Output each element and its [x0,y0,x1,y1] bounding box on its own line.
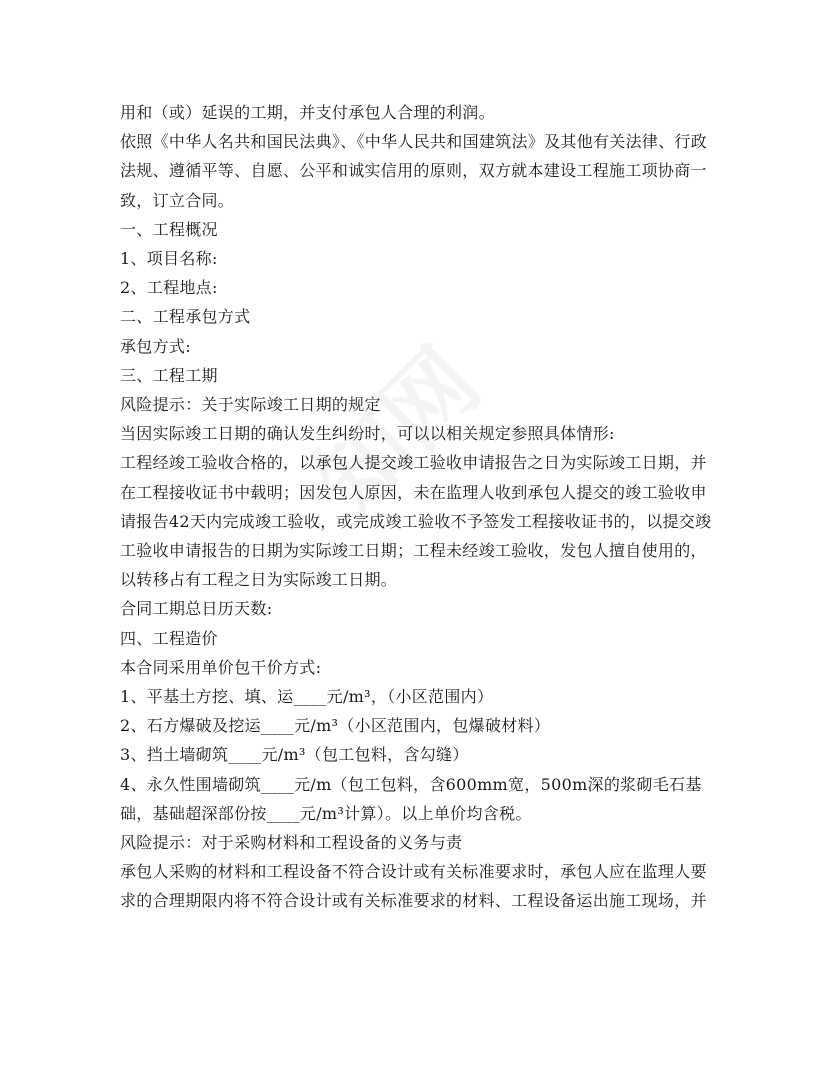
price-item: 2、石方爆破及挖运____元/m³（小区范围内，包爆破材料） [120,716,551,736]
paragraph: 依照《中华人名共和国民法典》、《中华人民共和国建筑法》及其他有关法律、行政法规、遵循平等、自愿、公平和诚实信用的原则，双方就本建设工程施工项协商一致，订立合同。 [120,132,708,210]
section-heading: 三、工程工期 [120,365,218,385]
paragraph: 用和（或）延误的工期，并支付承包人合理的利润。 [120,103,495,122]
document-body [120,98,720,916]
risk-note: 风险提示：对于采购材料和工程设备的义务与责 [120,833,463,853]
section-heading: 一、工程概况 [120,219,218,239]
paragraph: 本合同采用单价包干价方式: [120,657,322,677]
paragraph: 当因实际竣工日期的确认发生纠纷时，可以以相关规定参照具体情形: [120,424,615,444]
paragraph: 1、项目名称: [120,249,218,269]
paragraph: 2、工程地点: [120,278,218,298]
paragraph: 承包方式: [120,336,191,356]
paragraph: 合同工期总日历天数: [120,599,273,619]
price-item: 3、挡土墙砌筑____元/m³（包工包料，含勾缝） [120,745,469,765]
price-item: 4、永久性围墙砌筑____元/m（包工包料，含600mm宽，500m深的浆砌毛石基础，基础超深部份按____元/m³计算）。以上单价均含税。 [120,774,702,823]
section-heading: 四、工程造价 [120,628,218,648]
paragraph: 承包人采购的材料和工程设备不符合设计或有关标准要求时，承包人应在监理人要求的合理期限内将不符合设计或有关标准要求的材料、工程设备运出施工现场，并 [120,862,707,911]
paragraph: 工程经竣工验收合格的，以承包人提交竣工验收申请报告之日为实际竣工日期，并在工程接收证书中载明；因发包人原因，未在监理人收到承包人提交的竣工验收申请报告42天内完成竣工验收，或完成竣工验收不予签发工程接收证书的，以提交竣工验收申请报告的日期为实际竣工日期；工程未经竣工验收，发包人擅自使用的，以转移占有工程之日为实际竣工日期。 [120,453,712,590]
price-item: 1、平基土方挖、填、运____元/m³，（小区范围内） [120,687,494,707]
section-heading: 二、工程承包方式 [120,307,251,327]
risk-note: 风险提示：关于实际竣工日期的规定 [120,395,381,415]
